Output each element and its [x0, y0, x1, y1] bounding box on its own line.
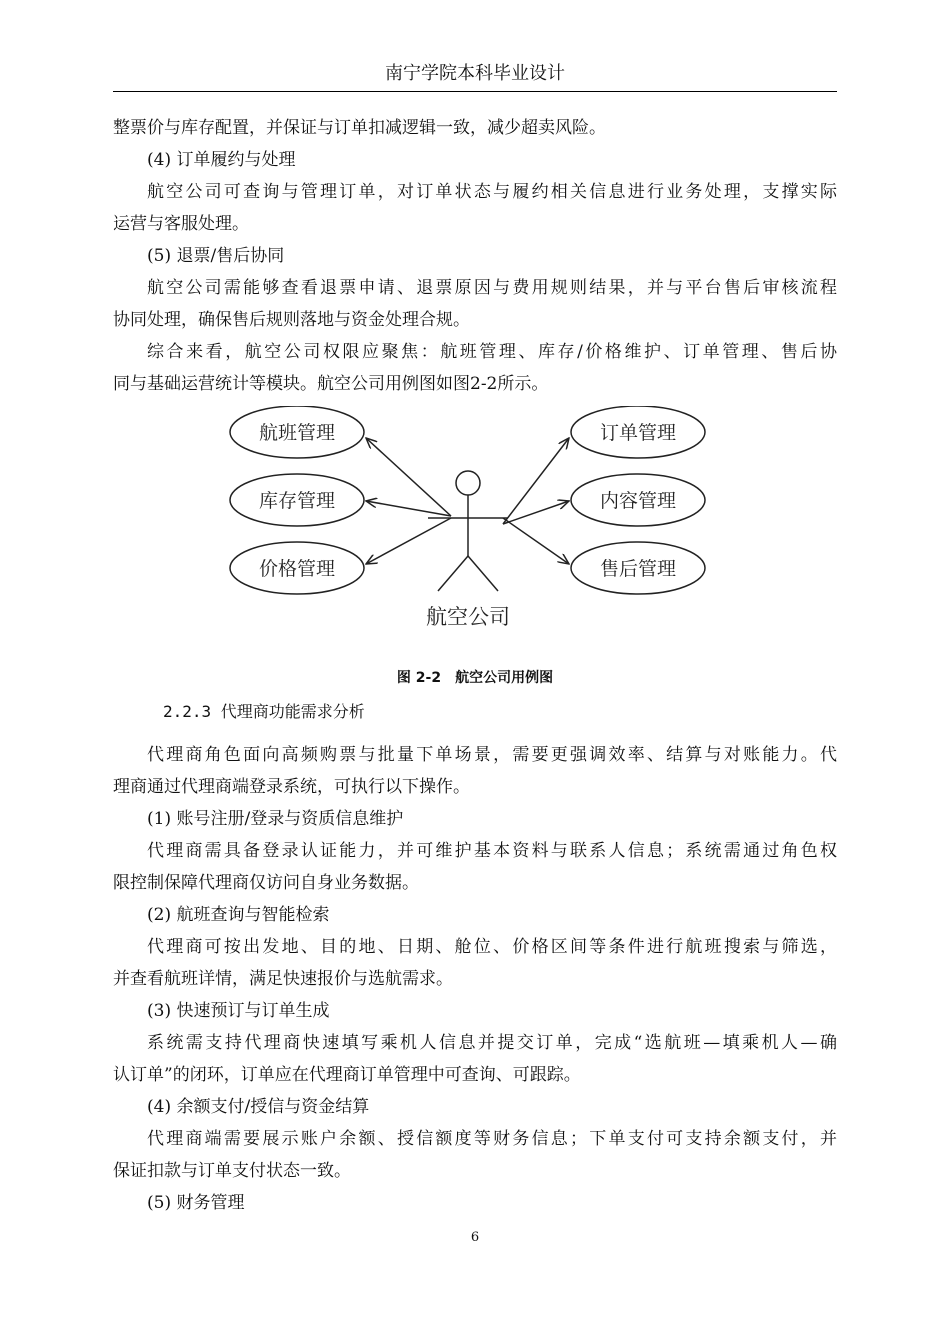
text-line: 整票价与库存配置，并保证与订单扣减逻辑一致，减少超卖风险。 [113, 118, 606, 138]
subsection-title: 2.2.3 代理商功能需求分析 [163, 702, 365, 721]
header-divider [113, 91, 837, 92]
actor-figure [428, 471, 508, 591]
page-number: 6 [470, 1230, 480, 1245]
actor-right-leg [468, 556, 498, 591]
text-line: 运营与客服处理。 [113, 214, 249, 234]
actor-label: 航空公司 [426, 605, 510, 629]
text-line: 航空公司需能够查看退票申请、退票原因与费用规则结果，并与平台售后审核流程 [147, 278, 837, 298]
text-line: 认订单”的闭环，订单应在代理商订单管理中可查询、可跟踪。 [113, 1065, 581, 1085]
text-line: (3) 快速预订与订单生成 [147, 1001, 330, 1021]
text-line: (2) 航班查询与智能检索 [147, 905, 330, 925]
text-line: 保证扣款与订单支付状态一致。 [113, 1161, 351, 1181]
text-line: 并查看航班详情，满足快速报价与选航需求。 [113, 969, 453, 989]
use-case-left-2-label: 库存管理 [258, 490, 336, 512]
paragraph-group-bottom [113, 739, 837, 1219]
use-case-right-1-label: 订单管理 [599, 422, 677, 444]
text-line: 代理商端需要展示账户余额、授信额度等财务信息；下单支付可支持余额支付，并 [147, 1129, 837, 1149]
use-case-right-2-label: 内容管理 [599, 490, 677, 512]
text-line: 理商通过代理商端登录系统，可执行以下操作。 [113, 777, 470, 797]
text-line: 综合来看，航空公司权限应聚焦：航班管理、库存/价格维护、订单管理、售后协 [147, 342, 837, 362]
actor-left-leg [438, 556, 468, 591]
use-case-left-1-label: 航班管理 [258, 422, 336, 444]
use-case-right-3-label: 售后管理 [599, 558, 677, 580]
text-line: 限控制保障代理商仅访问自身业务数据。 [113, 873, 419, 893]
text-line: (4) 订单履约与处理 [147, 150, 296, 170]
paragraph-group-top [113, 112, 837, 400]
arrow-to-right-case-1 [503, 438, 569, 524]
text-line: 航空公司可查询与管理订单，对订单状态与履约相关信息进行业务处理，支撑实际 [147, 182, 837, 202]
arrow-to-right-case-3 [503, 518, 569, 564]
text-line: 代理商需具备登录认证能力，并可维护基本资料与联系人信息；系统需通过角色权 [147, 841, 837, 861]
page-header-title: 南宁学院本科毕业设计 [385, 63, 565, 84]
figure-caption: 图 2-2 航空公司用例图 [396, 670, 554, 686]
actor-head [456, 471, 480, 495]
text-line: 代理商可按出发地、目的地、日期、舱位、价格区间等条件进行航班搜索与筛选， [147, 937, 837, 957]
use-case-left-3-label: 价格管理 [258, 558, 336, 580]
text-line: 系统需支持代理商快速填写乘机人信息并提交订单，完成“选航班—填乘机人—确 [147, 1033, 837, 1053]
arrow-to-left-case-3 [366, 518, 451, 564]
text-line: (5) 财务管理 [147, 1193, 245, 1213]
arrow-to-right-case-2 [503, 501, 569, 524]
text-line: 同与基础运营统计等模块。航空公司用例图如图2-2所示。 [113, 374, 549, 394]
document-body [113, 112, 837, 1219]
text-line: 协同处理，确保售后规则落地与资金处理合规。 [113, 310, 470, 330]
text-line: (1) 账号注册/登录与资质信息维护 [147, 809, 404, 829]
arrow-to-left-case-2 [366, 501, 451, 516]
use-case-diagram [113, 406, 837, 661]
arrow-to-left-case-1 [366, 438, 451, 516]
text-line: 代理商角色面向高频购票与批量下单场景，需要更强调效率、结算与对账能力。代 [147, 745, 837, 765]
text-line: (5) 退票/售后协同 [147, 246, 285, 266]
text-line: (4) 余额支付/授信与资金结算 [147, 1097, 370, 1117]
use-case-diagram-svg [113, 406, 837, 661]
